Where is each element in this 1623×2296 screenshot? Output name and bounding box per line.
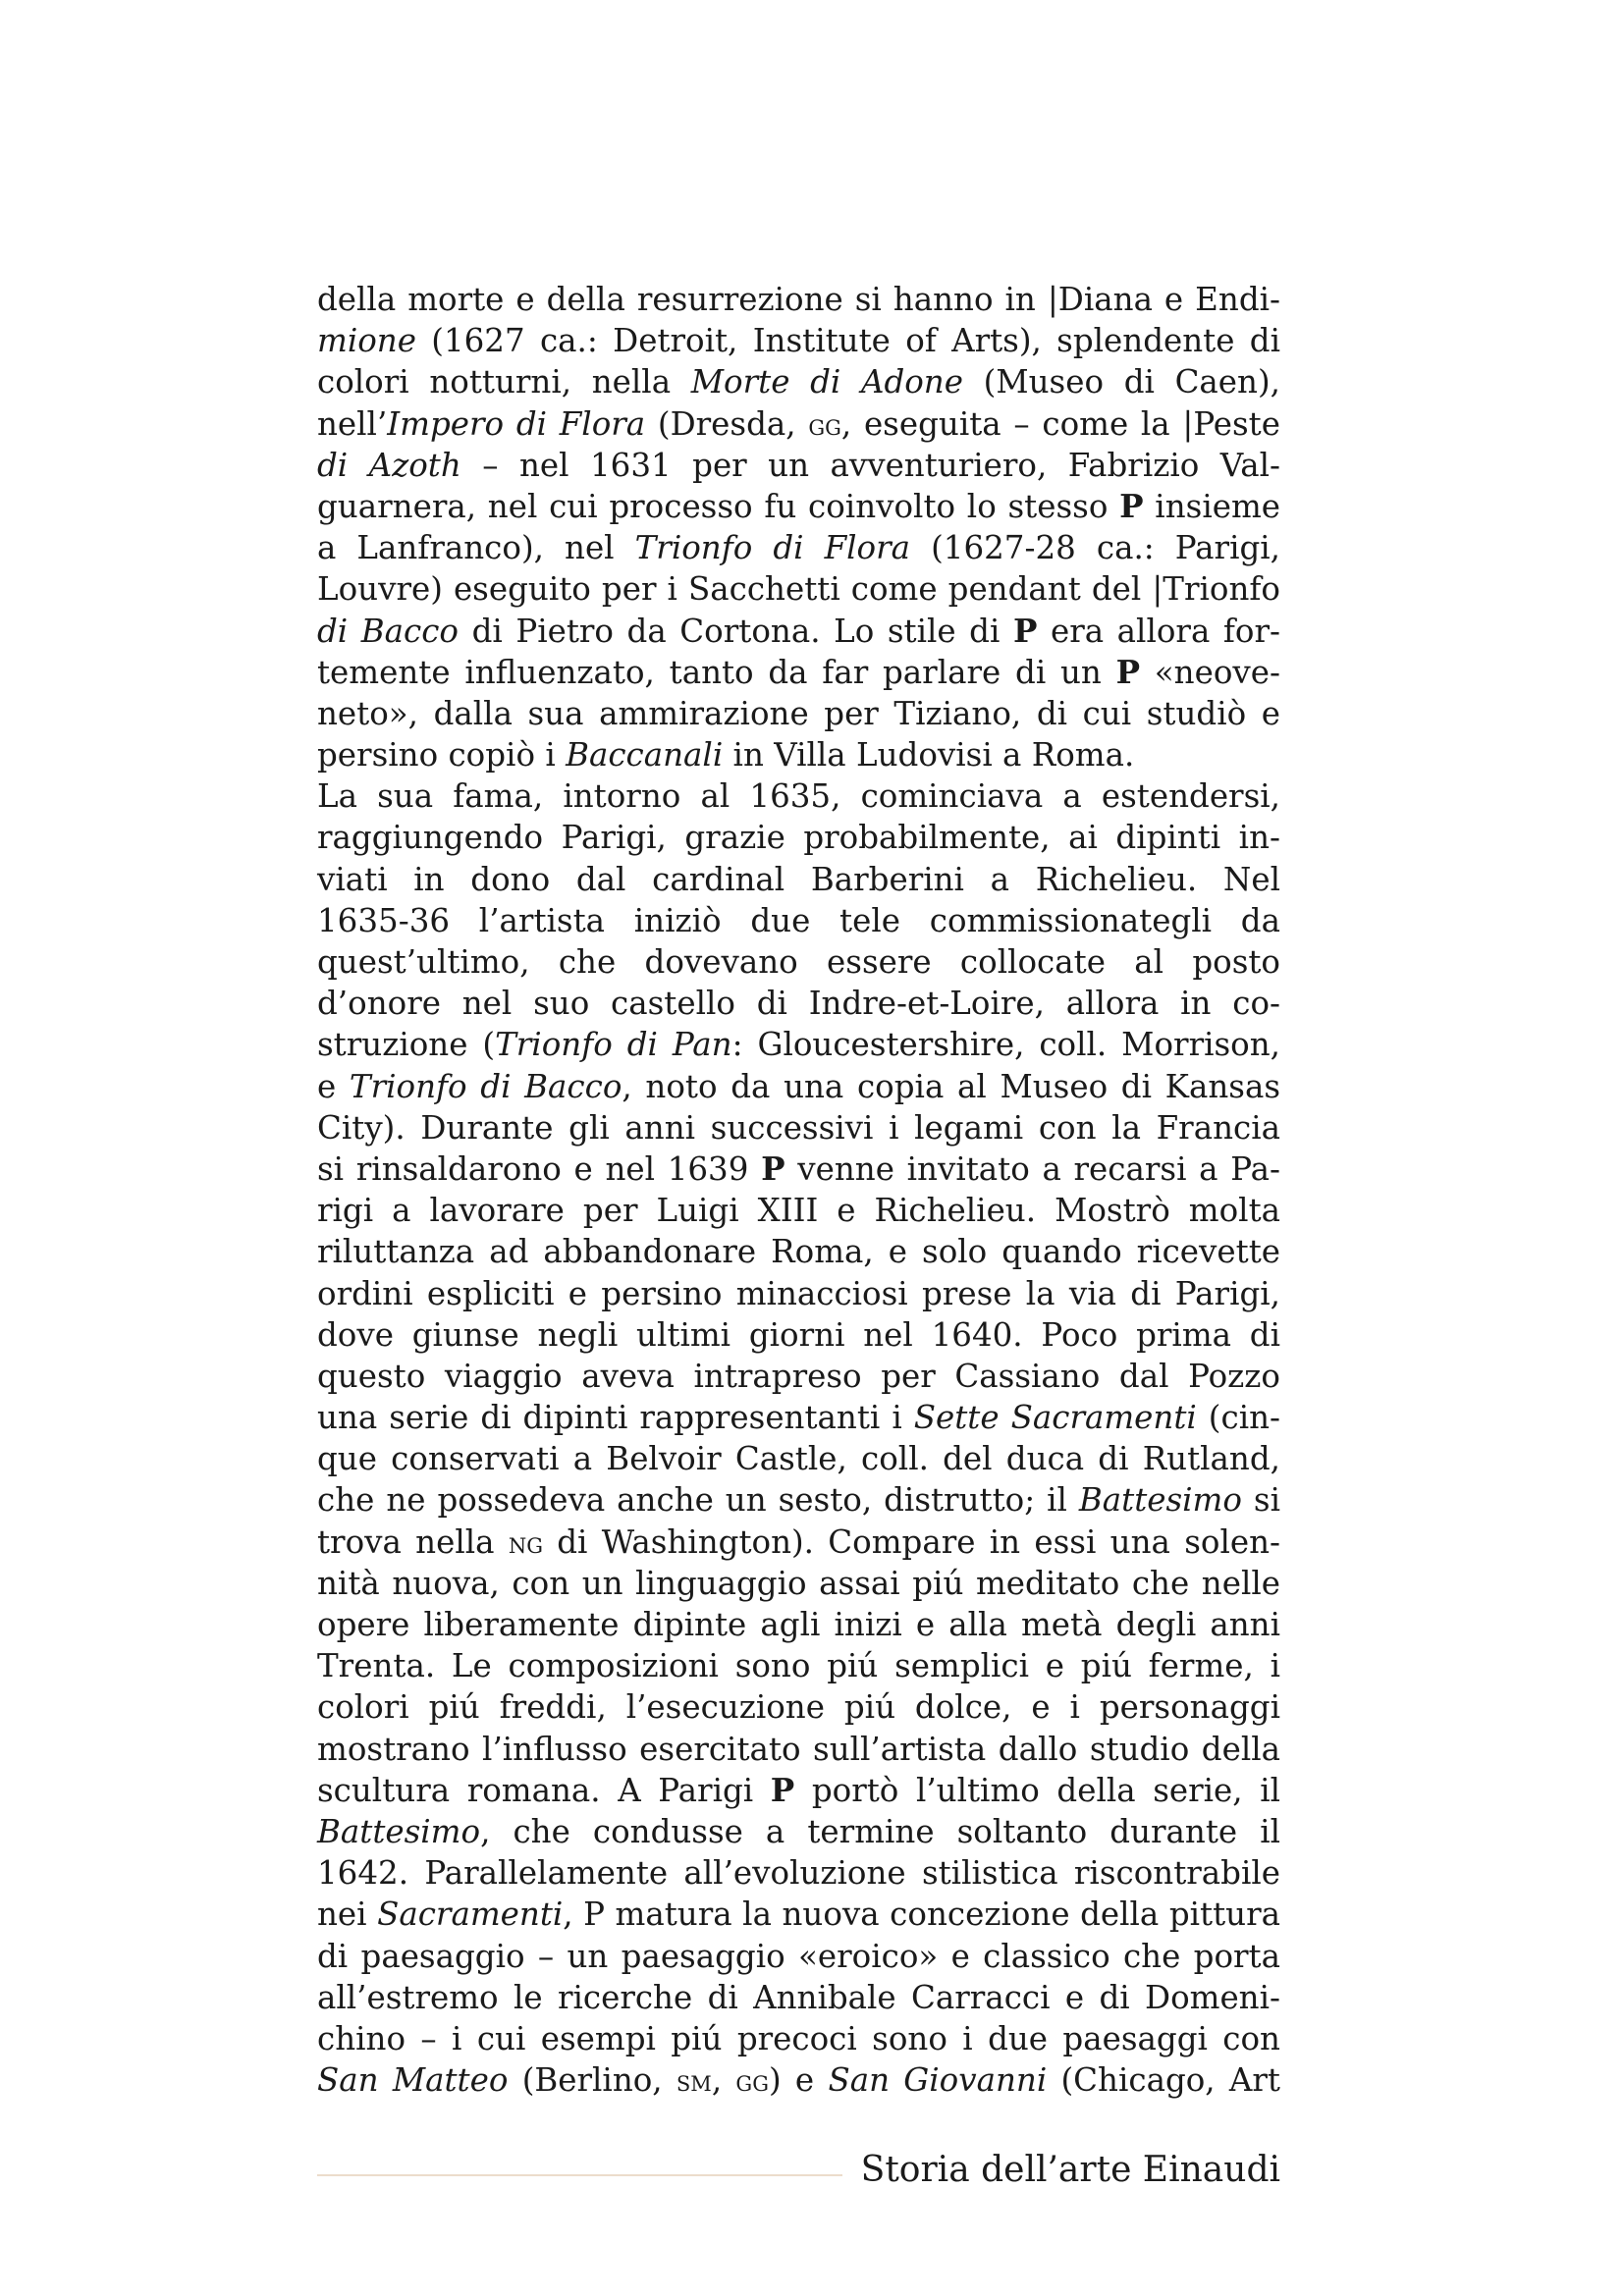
text-line: San Matteo (Berlino, sm, gg) e San Giovanni (Chicago, Art	[317, 2061, 1280, 2100]
text-line: di paesaggio – un paesaggio «eroico» e classico che porta	[317, 1937, 1280, 1975]
text-line: scultura romana. A Parigi P portò l’ultimo della serie, il	[317, 1770, 1280, 1809]
text-line: que conservati a Belvoir Castle, coll. del duca di Rutland,	[317, 1440, 1280, 1478]
text-line: struzione (Trionfo di Pan: Gloucestershire, coll. Morrison,	[317, 1026, 1281, 1064]
text-line: che ne possedeva anche un sesto, distrutto; il Battesimo si	[317, 1481, 1280, 1520]
text-line: a Lanfranco), nel Trionfo di Flora (1627-28 ca.: Parigi,	[317, 529, 1281, 567]
text-line: La sua fama, intorno al 1635, cominciava a estendersi,	[317, 777, 1280, 816]
text-line: chino – i cui esempi piú precoci sono i due paesaggi con	[317, 2019, 1280, 2057]
text-line: nei Sacramenti, P matura la nuova concezione della pittura	[317, 1896, 1280, 1934]
text-line: Battesimo, che condusse a termine soltanto durante il	[317, 1812, 1280, 1850]
text-line: colori notturni, nella Morte di Adone (Museo di Caen),	[317, 363, 1280, 401]
text-line: nell’Impero di Flora (Dresda, gg, eseguita – come la |Peste	[317, 404, 1280, 443]
text-line: neto», dalla sua ammirazione per Tiziano, di cui studiò e	[317, 694, 1280, 732]
text-line: d’onore nel suo castello di Indre-et-Loire, allora in co-	[317, 985, 1280, 1023]
text-line: nità nuova, con un linguaggio assai piú meditato che nelle	[317, 1564, 1280, 1602]
text-line: mione (1627 ca.: Detroit, Institute of Arts), splendente di	[317, 322, 1280, 360]
text-line: raggiungendo Parigi, grazie probabilmente, ai dipinti in-	[317, 819, 1280, 857]
text-line: di Azoth – nel 1631 per un avventuriero, Fabrizio Val-	[317, 446, 1281, 484]
text-line: temente influenzato, tanto da far parlare di un P «neove-	[317, 652, 1280, 691]
text-line: Trenta. Le composizioni sono piú semplici e piú ferme, i	[317, 1647, 1280, 1685]
text-line: City). Durante gli anni successivi i legami con la Francia	[317, 1108, 1280, 1147]
text-line: riluttanza ad abbandonare Roma, e solo quando ricevette	[317, 1233, 1280, 1271]
footer-title: Storia dell’arte Einaudi	[860, 2150, 1280, 2190]
page-footer	[317, 2147, 1280, 2194]
text-line: mostrano l’influsso esercitato sull’artista dallo studio della	[317, 1730, 1280, 1768]
text-line: Louvre) eseguito per i Sacchetti come pendant del |Trionfo	[317, 570, 1280, 609]
text-line: guarnera, nel cui processo fu coinvolto lo stesso P insieme	[317, 486, 1280, 525]
text-line: questo viaggio aveva intrapreso per Cassiano dal Pozzo	[317, 1357, 1280, 1395]
footer-rule	[317, 2174, 842, 2176]
text-line: di Bacco di Pietro da Cortona. Lo stile di P era allora for-	[317, 611, 1280, 650]
body-text	[317, 279, 1280, 2101]
text-line: quest’ultimo, che dovevano essere collocate al posto	[317, 943, 1280, 981]
text-line: si rinsaldarono e nel 1639 P venne invitato a recarsi a Pa-	[317, 1148, 1280, 1188]
text-line: 1635-36 l’artista iniziò due tele commissionategli da	[317, 901, 1280, 939]
text-line: 1642. Parallelamente all’evoluzione stilistica riscontrabile	[317, 1854, 1280, 1893]
text-line: all’estremo le ricerche di Annibale Carracci e di Domeni-	[317, 1978, 1280, 2016]
text-line: rigi a lavorare per Luigi XIII e Richelieu. Mostrò molta	[317, 1192, 1280, 1230]
text-line: e Trionfo di Bacco, noto da una copia al Museo di Kansas	[317, 1067, 1280, 1105]
text-line: opere liberamente dipinte agli inizi e alla metà degli anni	[317, 1606, 1280, 1643]
text-line: dove giunse negli ultimi giorni nel 1640. Poco prima di	[317, 1315, 1280, 1354]
text-line: colori piú freddi, l’esecuzione piú dolce, e i personaggi	[317, 1688, 1280, 1727]
text-line: una serie di dipinti rappresentanti i Sette Sacramenti (cin-	[317, 1399, 1280, 1437]
text-line: trova nella ng di Washington). Compare in essi una solen-	[317, 1522, 1280, 1561]
text-line: persino copiò i Baccanali in Villa Ludovisi a Roma.	[317, 736, 1135, 774]
text-line: viati in dono dal cardinal Barberini a Richelieu. Nel	[317, 860, 1280, 898]
text-line: ordini espliciti e persino minacciosi prese la via di Parigi,	[317, 1274, 1280, 1312]
text-line: della morte e della resurrezione si hanno in |Diana e Endi-	[317, 281, 1280, 318]
